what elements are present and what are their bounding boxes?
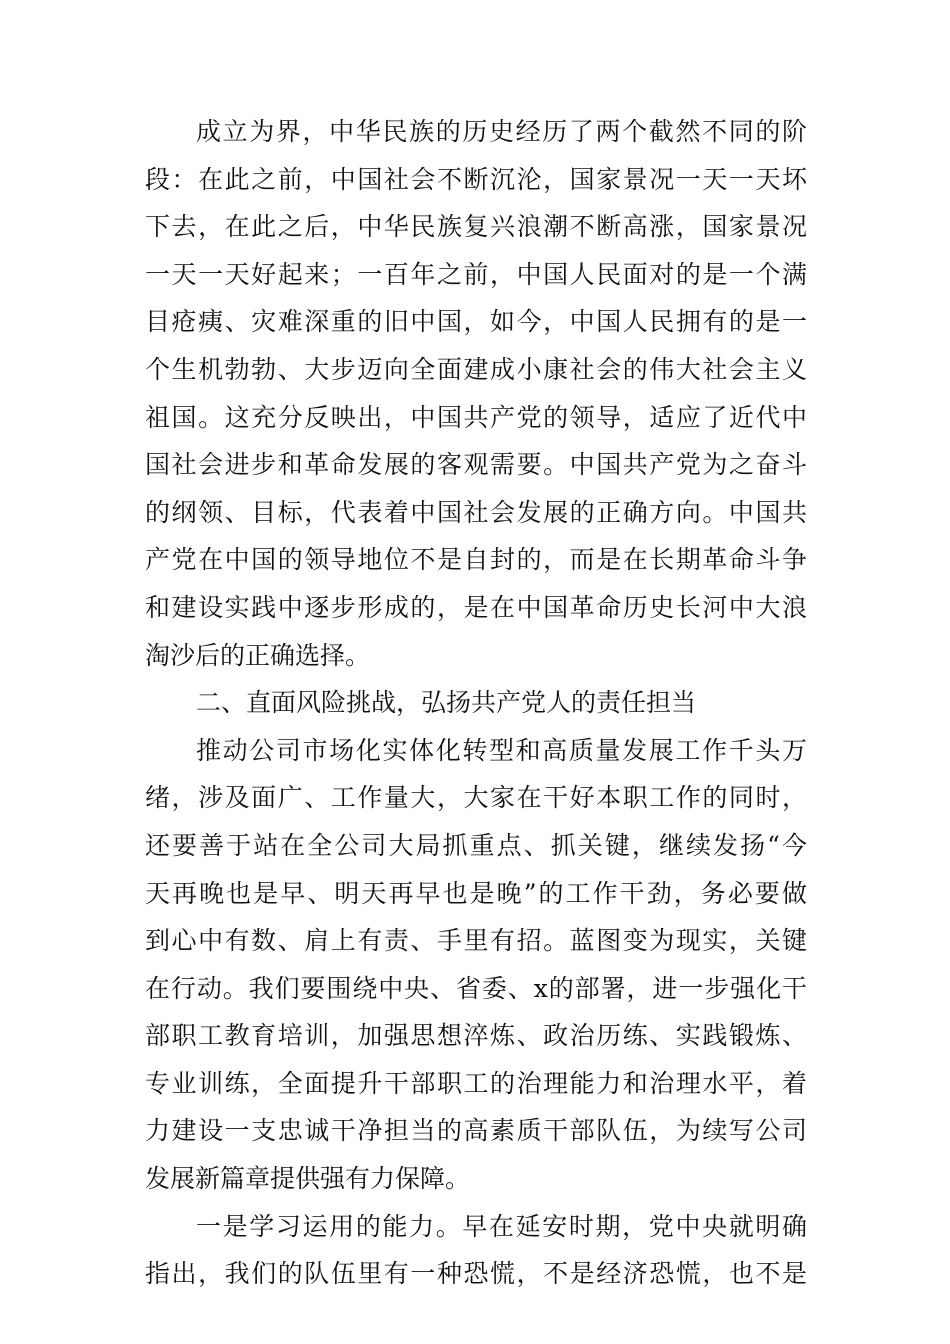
text-line: 淘沙后的正确选择。	[145, 640, 371, 670]
text-line: 一天一天好起来；一百年之前，中国人民面对的是一个满	[145, 259, 807, 289]
text-line: 一是学习运用的能力。早在延安时期，党中央就明确	[196, 1211, 807, 1241]
text-line: 个生机勃勃、大步迈向全面建成小康社会的伟大社会主义	[145, 354, 807, 384]
text-line: 段：在此之前，中国社会不断沉沦，国家景况一天一天坏	[145, 164, 807, 194]
text-line: 和建设实践中逐步形成的，是在中国革命历史长河中大浪	[145, 592, 807, 622]
text-line: 部职工教育培训，加强思想淬炼、政治历练、实践锻炼、	[145, 1021, 807, 1051]
paragraph	[145, 1203, 807, 1298]
text-line: 祖国。这充分反映出，中国共产党的领导，适应了近代中	[145, 402, 807, 432]
text-line: 还要善于站在全公司大局抓重点、抓关键，继续发扬“今	[145, 830, 807, 860]
text-line: 产党在中国的领导地位不是自封的，而是在长期革命斗争	[145, 545, 807, 575]
text-line: 指出，我们的队伍里有一种恐慌，不是经济恐慌，也不是	[145, 1259, 807, 1289]
body-text	[145, 108, 807, 1298]
text-line: 目疮痍、灾难深重的旧中国，如今，中国人民拥有的是一	[145, 307, 807, 337]
text-line: 国社会进步和革命发展的客观需要。中国共产党为之奋斗	[145, 450, 807, 480]
text-line: 发展新篇章提供强有力保障。	[145, 1164, 471, 1194]
text-line: 下去，在此之后，中华民族复兴浪潮不断高涨，国家景况	[145, 212, 807, 242]
text-line: 推动公司市场化实体化转型和高质量发展工作千头万	[196, 735, 807, 765]
paragraph	[145, 108, 807, 679]
text-line: 在行动。我们要围绕中央、省委、x的部署，进一步强化干	[145, 973, 807, 1003]
text-line: 专业训练，全面提升干部职工的治理能力和治理水平，着	[145, 1068, 807, 1098]
paragraph	[145, 727, 807, 1203]
text-line: 的纲领、目标，代表着中国社会发展的正确方向。中国共	[145, 497, 807, 527]
text-line: 天再晚也是早、明天再早也是晚”的工作干劲，务必要做	[145, 878, 807, 908]
text-line: 力建设一支忠诚干净担当的高素质干部队伍，为续写公司	[145, 1116, 807, 1146]
section-heading	[145, 679, 807, 727]
text-line: 绪，涉及面广、工作量大，大家在干好本职工作的同时，	[145, 783, 807, 813]
text-line: 成立为界，中华民族的历史经历了两个截然不同的阶	[196, 117, 807, 146]
text-line: 到心中有数、肩上有责、手里有招。蓝图变为现实，关键	[145, 926, 807, 956]
heading-line: 二、直面风险挑战，弘扬共产党人的责任担当	[196, 688, 697, 718]
